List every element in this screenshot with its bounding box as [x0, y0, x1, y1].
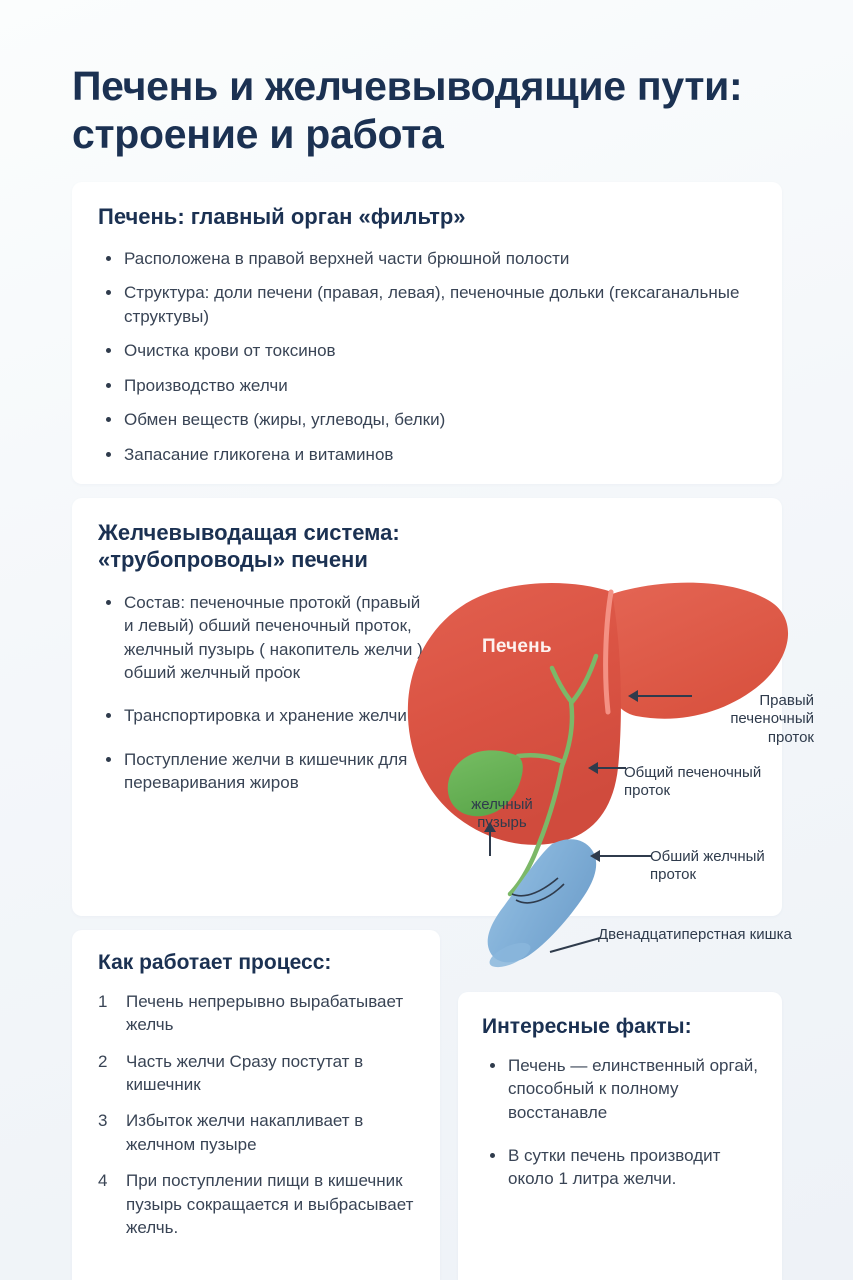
- list-item: Расположена в правой верхней части брюшной полости: [98, 247, 756, 270]
- card-biliary-heading: Желчевыводащая система: «трубопроводы» печени: [98, 520, 400, 572]
- list-item: Поступление желчи в кишечник для переваривания жиров: [98, 748, 428, 795]
- list-item: Транспортировка и хранение желчи: [98, 704, 428, 727]
- card-liver-bullet-list: [98, 247, 756, 466]
- card-process-heading: Как работает процесс:: [98, 951, 332, 974]
- label-duodenum: Двенадцатиперстная кишка: [598, 926, 792, 943]
- list-item: Структура: доли печени (правая, левая), печеночные дольки (гексаганальные структувы): [98, 281, 756, 328]
- card-interesting-facts: [458, 992, 782, 1280]
- list-item: Производство желчи: [98, 374, 756, 397]
- list-item: [98, 990, 418, 1037]
- list-item: Состав: печеночные протокй (правый и левый) обший печеночный проток, желчный пузырь ( накопитель желчи ) обший желчный про̇ок: [98, 591, 428, 685]
- list-item: В сутки печень производит около 1 литра желчи.: [482, 1144, 762, 1191]
- card-facts-heading: Интересные факты:: [482, 1015, 692, 1038]
- card-liver: [72, 182, 782, 484]
- list-item: Очистка крови от токсинов: [98, 339, 756, 362]
- label-gallbladder: желчный пузырь: [471, 796, 533, 832]
- card-process-step-list: [98, 990, 418, 1240]
- card-process: [72, 930, 440, 1280]
- step-text: Избыток желчи накапливает в желчном пузыре: [126, 1111, 364, 1154]
- step-number: 3: [98, 1111, 108, 1131]
- step-number: 4: [98, 1171, 108, 1191]
- step-text: При поступлении пищи в кишечник пузырь сокращается и выбрасывает желчь.: [126, 1171, 414, 1238]
- list-item: Запасание гликогена и витаминов: [98, 443, 756, 466]
- list-item: Печень — елинственный оргай, способный к полному восстанавле: [482, 1054, 762, 1124]
- step-number: 2: [98, 1051, 108, 1071]
- list-item: [98, 1169, 418, 1239]
- step-text: Часть желчи Сразу постутат в кишечник: [126, 1051, 364, 1094]
- label-right-hepatic-duct: Правый печеночный проток: [730, 692, 814, 746]
- card-biliary-bullet-list: [98, 591, 428, 795]
- card-liver-heading: Печень: главный орган «фильтр»: [98, 204, 466, 229]
- label-common-bile-duct: Обший желчный проток: [650, 848, 765, 884]
- duodenum-shape: [486, 839, 596, 972]
- step-number: 1: [98, 991, 108, 1011]
- list-item: [98, 1050, 418, 1097]
- label-common-hepatic-duct: Общий печеночный проток: [624, 764, 762, 800]
- liver-label: Печень: [482, 636, 552, 657]
- list-item: [98, 1109, 418, 1156]
- page-title: Печень и желчевыводящие пути: строение и работа: [72, 63, 743, 158]
- step-text: Печень непрерывно вырабатывает желчь: [126, 991, 404, 1035]
- list-item: Обмен веществ (жиры, углеводы, белки): [98, 408, 756, 431]
- card-facts-bullet-list: [482, 1054, 762, 1191]
